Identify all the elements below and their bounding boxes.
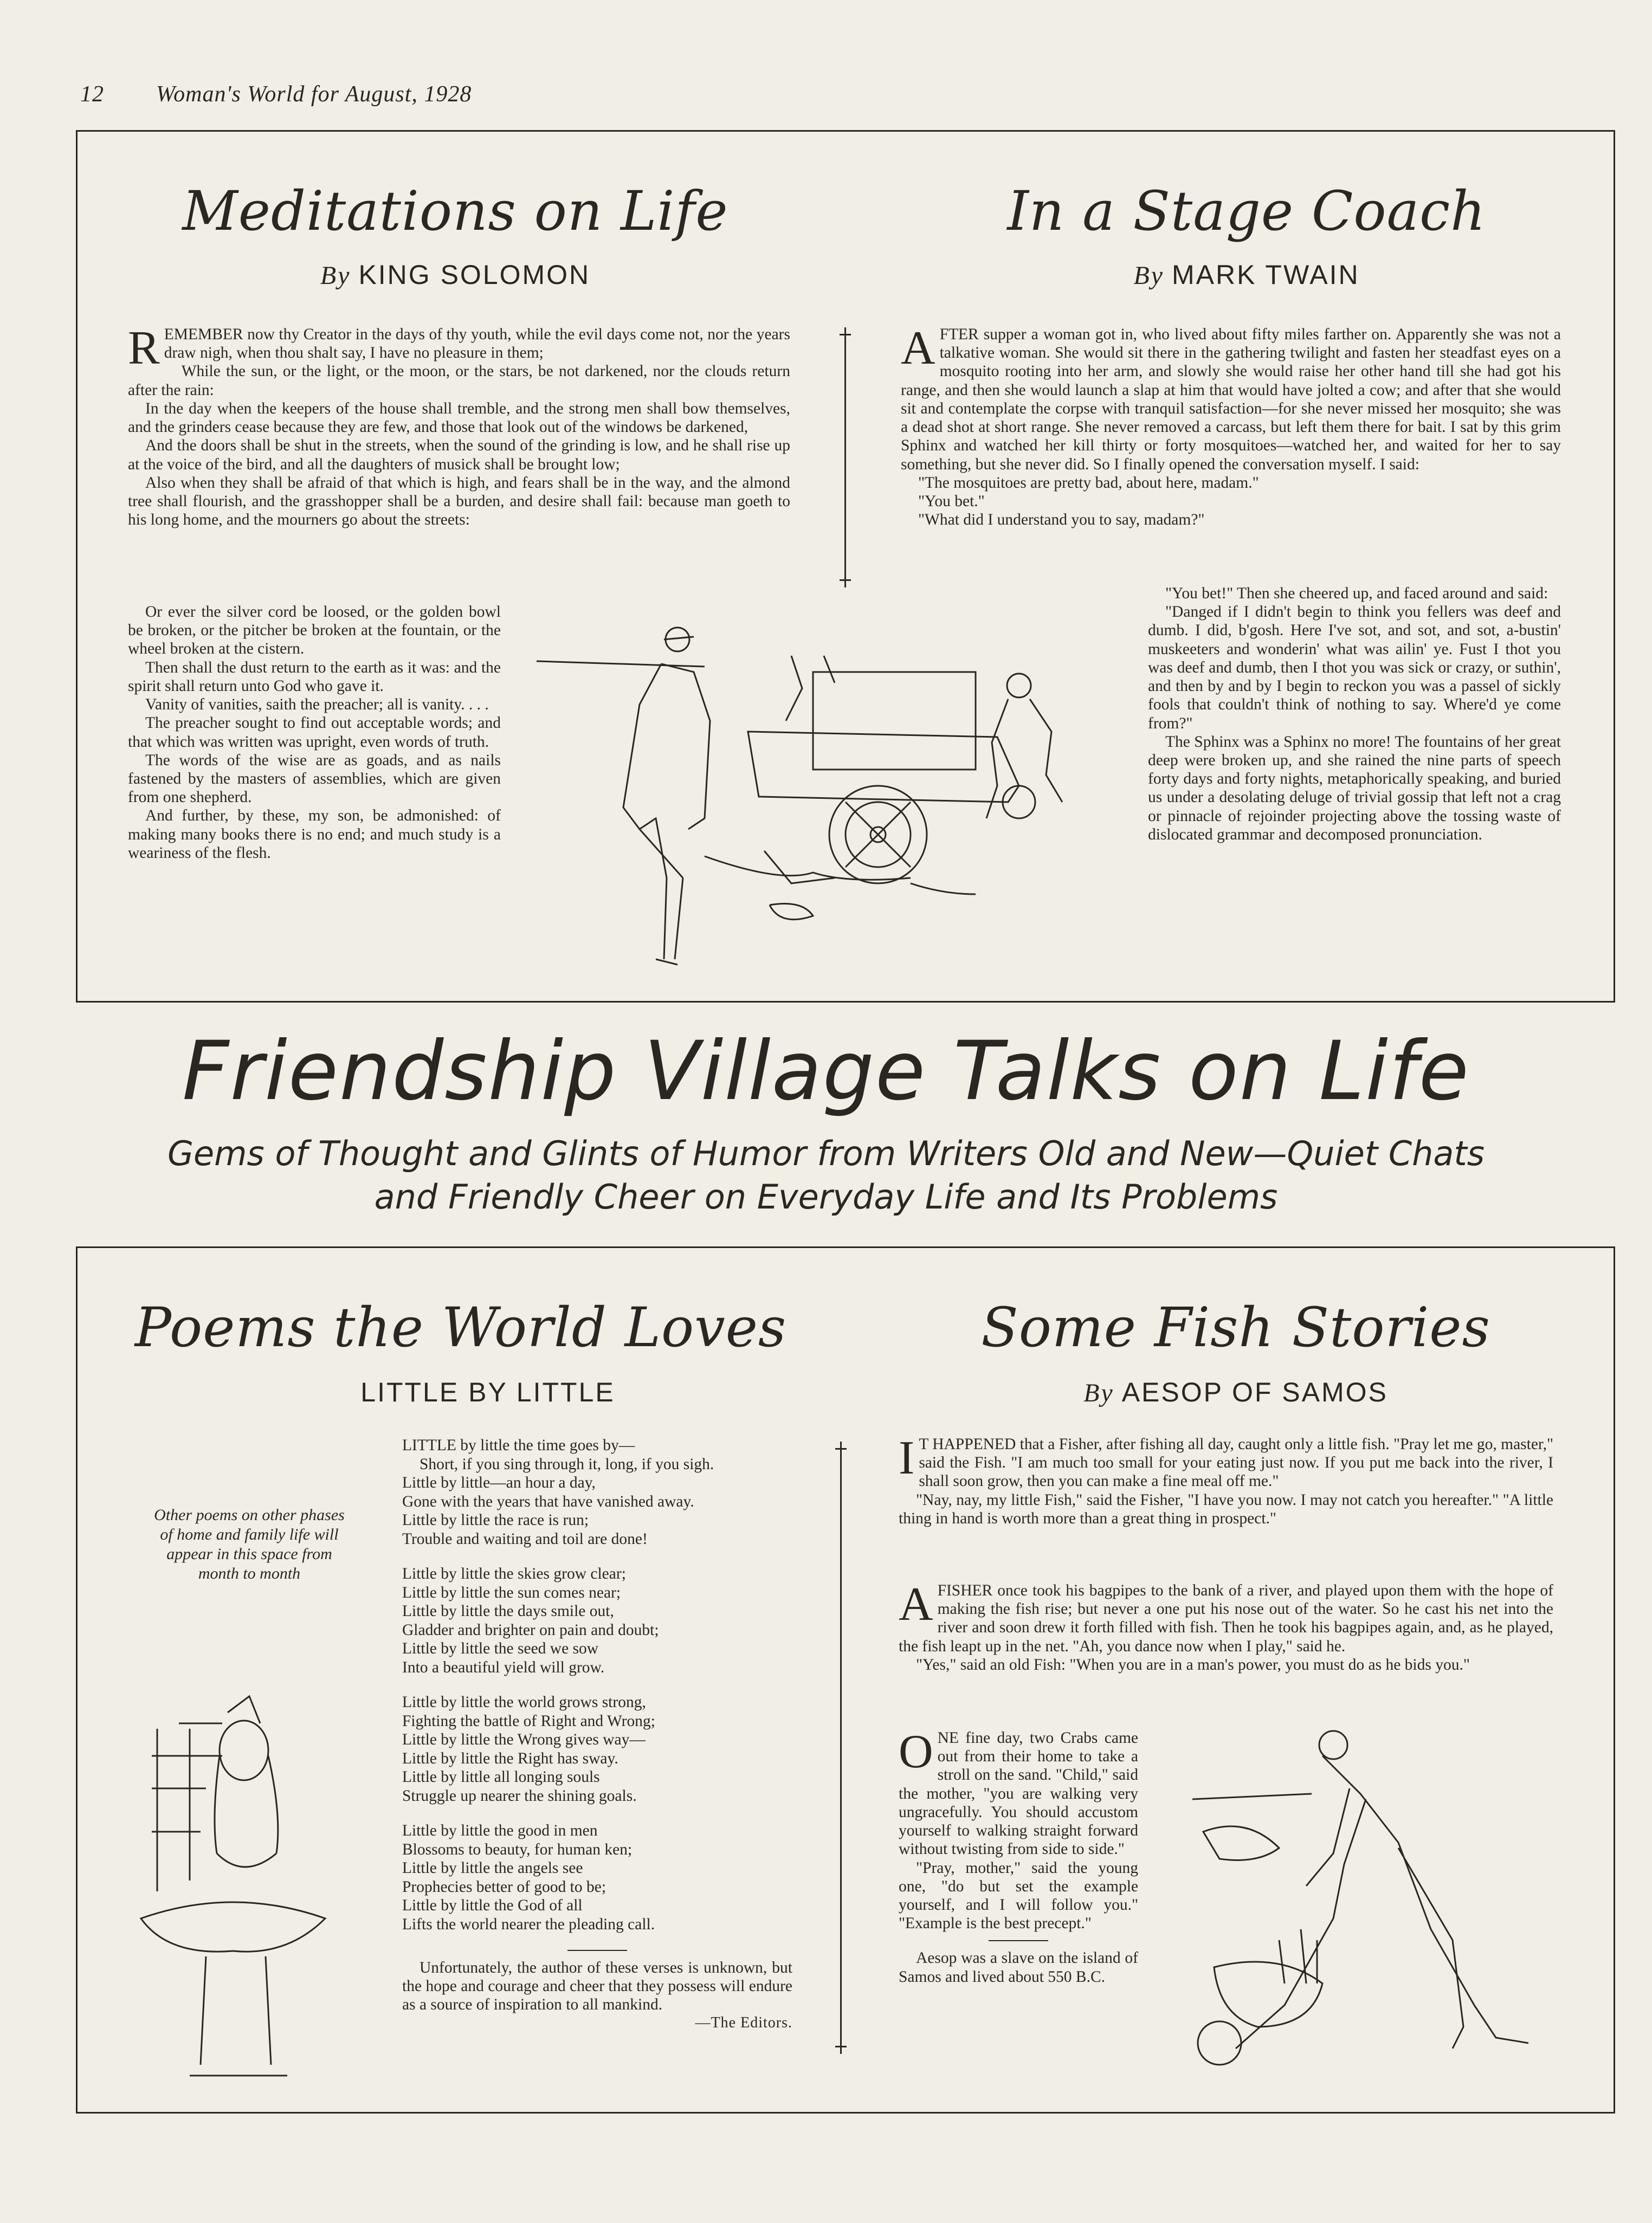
fish-footnote: Aesop was a slave on the island of Samos and lived about 550 B.C.	[899, 1949, 1138, 1986]
poem-line: Trouble and waiting and toil are done!	[402, 1530, 648, 1548]
meditations-para: And the doors shall be shut in the streets, when the sound of the grinding is low, and he shall rise up at the voice of the bird, and all the daughters of musick shall be brought low;	[128, 437, 790, 473]
stagecoach-title: In a Stage Coach	[1007, 179, 1486, 243]
meditations-title: Meditations on Life	[182, 179, 728, 243]
poem-line: Little by little the skies grow clear;	[402, 1565, 626, 1582]
byline-by: By	[1133, 261, 1164, 290]
publication-title: Woman's World for August, 1928	[156, 82, 472, 107]
poem-line: Little by little the world grows strong,	[402, 1694, 646, 1711]
meditations-para: While the sun, or the light, or the moon, or the stars, be not darkened, nor the clouds return after the rain:	[128, 363, 790, 399]
fish-title: Some Fish Stories	[981, 1296, 1490, 1359]
byline-by: By	[1083, 1379, 1114, 1407]
banner-title: Friendship Village Talks on Life	[182, 1024, 1470, 1119]
poem-line: Little by little the angels see	[402, 1859, 583, 1877]
poem-line: Gone with the years that have vanished away.	[402, 1492, 694, 1510]
poem-line: Little by little the days smile out,	[402, 1602, 614, 1620]
poem-line: Little by little—an hour a day,	[402, 1474, 596, 1491]
stagecoach-para: "What did I understand you to say, madam?"	[918, 511, 1205, 529]
meditations-text-bottom	[128, 603, 501, 862]
footnote-rule	[989, 1940, 1048, 1941]
fish-para: "Yes," said an old Fish: "When you are in a man's power, you must do as he bids you."	[916, 1656, 1470, 1673]
poem-line: Little by little the good in men	[402, 1822, 598, 1839]
poem-line: LITTLE by little the time goes by—	[402, 1437, 635, 1454]
column-divider	[844, 327, 846, 587]
poem-stanza	[402, 1693, 792, 1805]
poem-line: Little by little all longing souls	[402, 1768, 600, 1786]
meditations-byline	[130, 259, 780, 290]
poem-title: LITTLE BY LITTLE	[360, 1377, 615, 1407]
poem-line: Prophecies better of good to be;	[402, 1878, 606, 1896]
editor-note-text: Unfortunately, the author of these verses is unknown, but the hope and courage and cheer that they possess will endure as a source of inspiration to all mankind.	[402, 1959, 792, 2014]
poems-title: Poems the World Loves	[134, 1296, 787, 1359]
meditations-para: Then shall the dust return to the earth as it was: and the spirit shall return unto God who gave it.	[128, 658, 501, 695]
fish-para: ONE fine day, two Crabs came out from their home to take a stroll on the sand. "Child," said the mother, "you are walking very ungracefully. You should accustom yourself to walking straight forward without twisting from side to side."	[899, 1726, 1138, 1858]
poem-line: Short, if you sing through it, long, if you sigh.	[420, 1455, 714, 1473]
poem-line: Into a beautiful yield will grow.	[402, 1658, 605, 1676]
stagecoach-para: "You bet."	[918, 492, 985, 510]
poem-line: Little by little the Wrong gives way—	[402, 1731, 646, 1748]
poem-stanza	[402, 1565, 792, 1677]
banner-subtitle-line2: and Friendly Cheer on Everyday Life and Its Problems	[374, 1177, 1278, 1217]
poem-stanza	[402, 1436, 792, 1548]
stagecoach-author: MARK TWAIN	[1171, 260, 1360, 290]
column-divider	[840, 1442, 842, 2054]
meditations-para: REMEMBER now thy Creator in the days of thy youth, while the evil days come not, nor the years draw nigh, when thou shalt say, I have no pleasure in them;	[128, 322, 790, 374]
byline-by: By	[320, 261, 351, 290]
poem-line: Little by little the God of all	[402, 1897, 583, 1914]
stagecoach-text-top	[901, 322, 1561, 529]
stagecoach-para: "The mosquitoes are pretty bad, about here, madam."	[918, 474, 1259, 492]
car-illustration	[531, 623, 1106, 970]
editor-note	[402, 1959, 792, 2014]
poem-line: Blossoms to beauty, for human ken;	[402, 1840, 633, 1858]
fish-para: "Nay, nay, my little Fish," said the Fisher, "I have you now. I may not catch you hereafter." "A little thing in hand is worth more than a great thing in prospect."	[899, 1491, 1553, 1527]
fish-para: IT HAPPENED that a Fisher, after fishing all day, caught only a little fish. "Pray let me go, master," said the Fish. "I am much too small for your eating just now. If you put me back into the river, I shall soon grow, then you can make a fine meal off me."	[899, 1432, 1553, 1490]
poems-side-note: Other poems on other phases of home and family life will appear in this space from month to month	[154, 1506, 345, 1582]
poem-line: Gladder and brighter on pain and doubt;	[402, 1621, 659, 1639]
meditations-para: The preacher sought to find out acceptable words; and that which was written was upright, even words of truth.	[128, 714, 501, 751]
stagecoach-para: AFTER supper a woman got in, who lived about fifty miles farther on. Apparently she was not a talkative woman. She would sit there in the gathering twilight and fasten her steadfast eyes on a mosquito rooting into her arm, and slowly she would raise her other hand till she had got his range, and then she would launch a slap at him that would have jolted a cow; and after that she would sit and contemplate the corpse with tranquil satisfaction—for she never missed her mosquito; she was a dead shot at short range. She never removed a carcass, but left them there for bait. I sat by this grim Sphinx and watched her kill thirty or forty mosquitoes—watched her, and waited for her to say something, but she never did. So I finally opened the conversation myself. I said:	[901, 322, 1561, 473]
meditations-para: The words of the wise are as goads, and as nails fastened by the masters of assemblies, which are given from one shepherd.	[128, 751, 501, 806]
page-header	[80, 81, 472, 107]
fish-author: AESOP OF SAMOS	[1121, 1377, 1388, 1407]
fish-para: AFISHER once took his bagpipes to the bank of a river, and played upon them with the hope of making the fish rise; but never a one put his nose out of the water. So he cast his net into the river and soon drew it forth filled with fish. Then he took his bagpipes again, and, as he played, the fish leapt up in the net. "Ah, you dance now when I play," said he.	[899, 1578, 1553, 1655]
banner-subtitle-line1: Gems of Thought and Glints of Humor from Writers Old and New—Quiet Chats	[167, 1134, 1485, 1173]
stagecoach-para: "You bet!" Then she cheered up, and faced around and said:	[1165, 585, 1548, 602]
poem-line: Little by little the sun comes near;	[402, 1584, 621, 1601]
fish-byline	[911, 1377, 1561, 1408]
meditations-para: Or ever the silver cord be loosed, or the golden bowl be broken, or the pitcher be broken at the fountain, or the wheel broken at the cistern.	[128, 603, 501, 658]
poem-line: Little by little the seed we sow	[402, 1640, 599, 1657]
poem-line: Little by little the Right has sway.	[402, 1749, 618, 1767]
poem-stanza	[402, 1821, 792, 1934]
fish-story-1	[899, 1432, 1553, 1528]
fish-para: "Pray, mother," said the young one, "do but set the example yourself, and I will follow you." "Example is the best precept."	[899, 1859, 1138, 1933]
meditations-para: Also when they shall be afraid of that which is high, and fears shall be in the way, and the almond tree shall flourish, and the grasshopper shall be a burden, and desire shall fail: because man goeth to his long home, and the mourners go about the streets:	[128, 474, 790, 529]
poem-body	[402, 1436, 792, 2032]
editor-rule	[567, 1950, 627, 1951]
meditations-author: KING SOLOMON	[358, 260, 591, 290]
poem-line: Little by little the race is run;	[402, 1511, 589, 1529]
stagecoach-text-bottom	[1148, 584, 1561, 844]
page-number: 12	[80, 82, 104, 107]
poem-line: Lifts the world nearer the pleading call.	[402, 1915, 655, 1933]
stagecoach-byline	[894, 259, 1599, 290]
poem-line: Struggle up nearer the shining goals.	[402, 1787, 637, 1805]
fish-story-2	[899, 1578, 1553, 1674]
stagecoach-para: The Sphinx was a Sphinx no more! The fountains of her great deep were broken up, and she rained the nine parts of speech forty days and forty nights, metaphorically speaking, and buried us under a desolating deluge of trivial gossip that left not a crag or pinnacle of rejoinder projecting above the tossing waste of dislocated grammar and decomposed pronunciation.	[1148, 733, 1561, 843]
meditations-para: And further, by these, my son, be admonished: of making many books there is no end; and much study is a weariness of the flesh.	[128, 807, 501, 862]
poem-line: Fighting the battle of Right and Wrong;	[402, 1712, 655, 1730]
fish-story-3	[899, 1726, 1138, 1986]
meditations-para: Vanity of vanities, saith the preacher; all is vanity. . . .	[145, 696, 489, 714]
meditations-text-top	[128, 322, 790, 529]
stagecoach-para: "Danged if I didn't begin to think you fellers was deef and dumb. I did, b'gosh. Here I've sot, and sot, and sot, a-bustin' muskeeters and wonderin' what was ailin' ye. Fust I thot you was deef and dumb, then I thot you was sick or crazy, or suthin', and then by and by I begin to reckon you was a passel of sickly fools that couldn't think of nothing to say. Where'd ye come from?"	[1148, 603, 1561, 732]
meditations-para: In the day when the keepers of the house shall tremble, and the strong men shall bow themselves, and the grinders cease because they are few, and those that look out of the windows be darkened,	[128, 399, 790, 436]
editor-signature: —The Editors.	[695, 2014, 792, 2031]
woman-illustration	[125, 1675, 341, 2086]
fisherman-illustration	[1171, 1723, 1561, 2070]
